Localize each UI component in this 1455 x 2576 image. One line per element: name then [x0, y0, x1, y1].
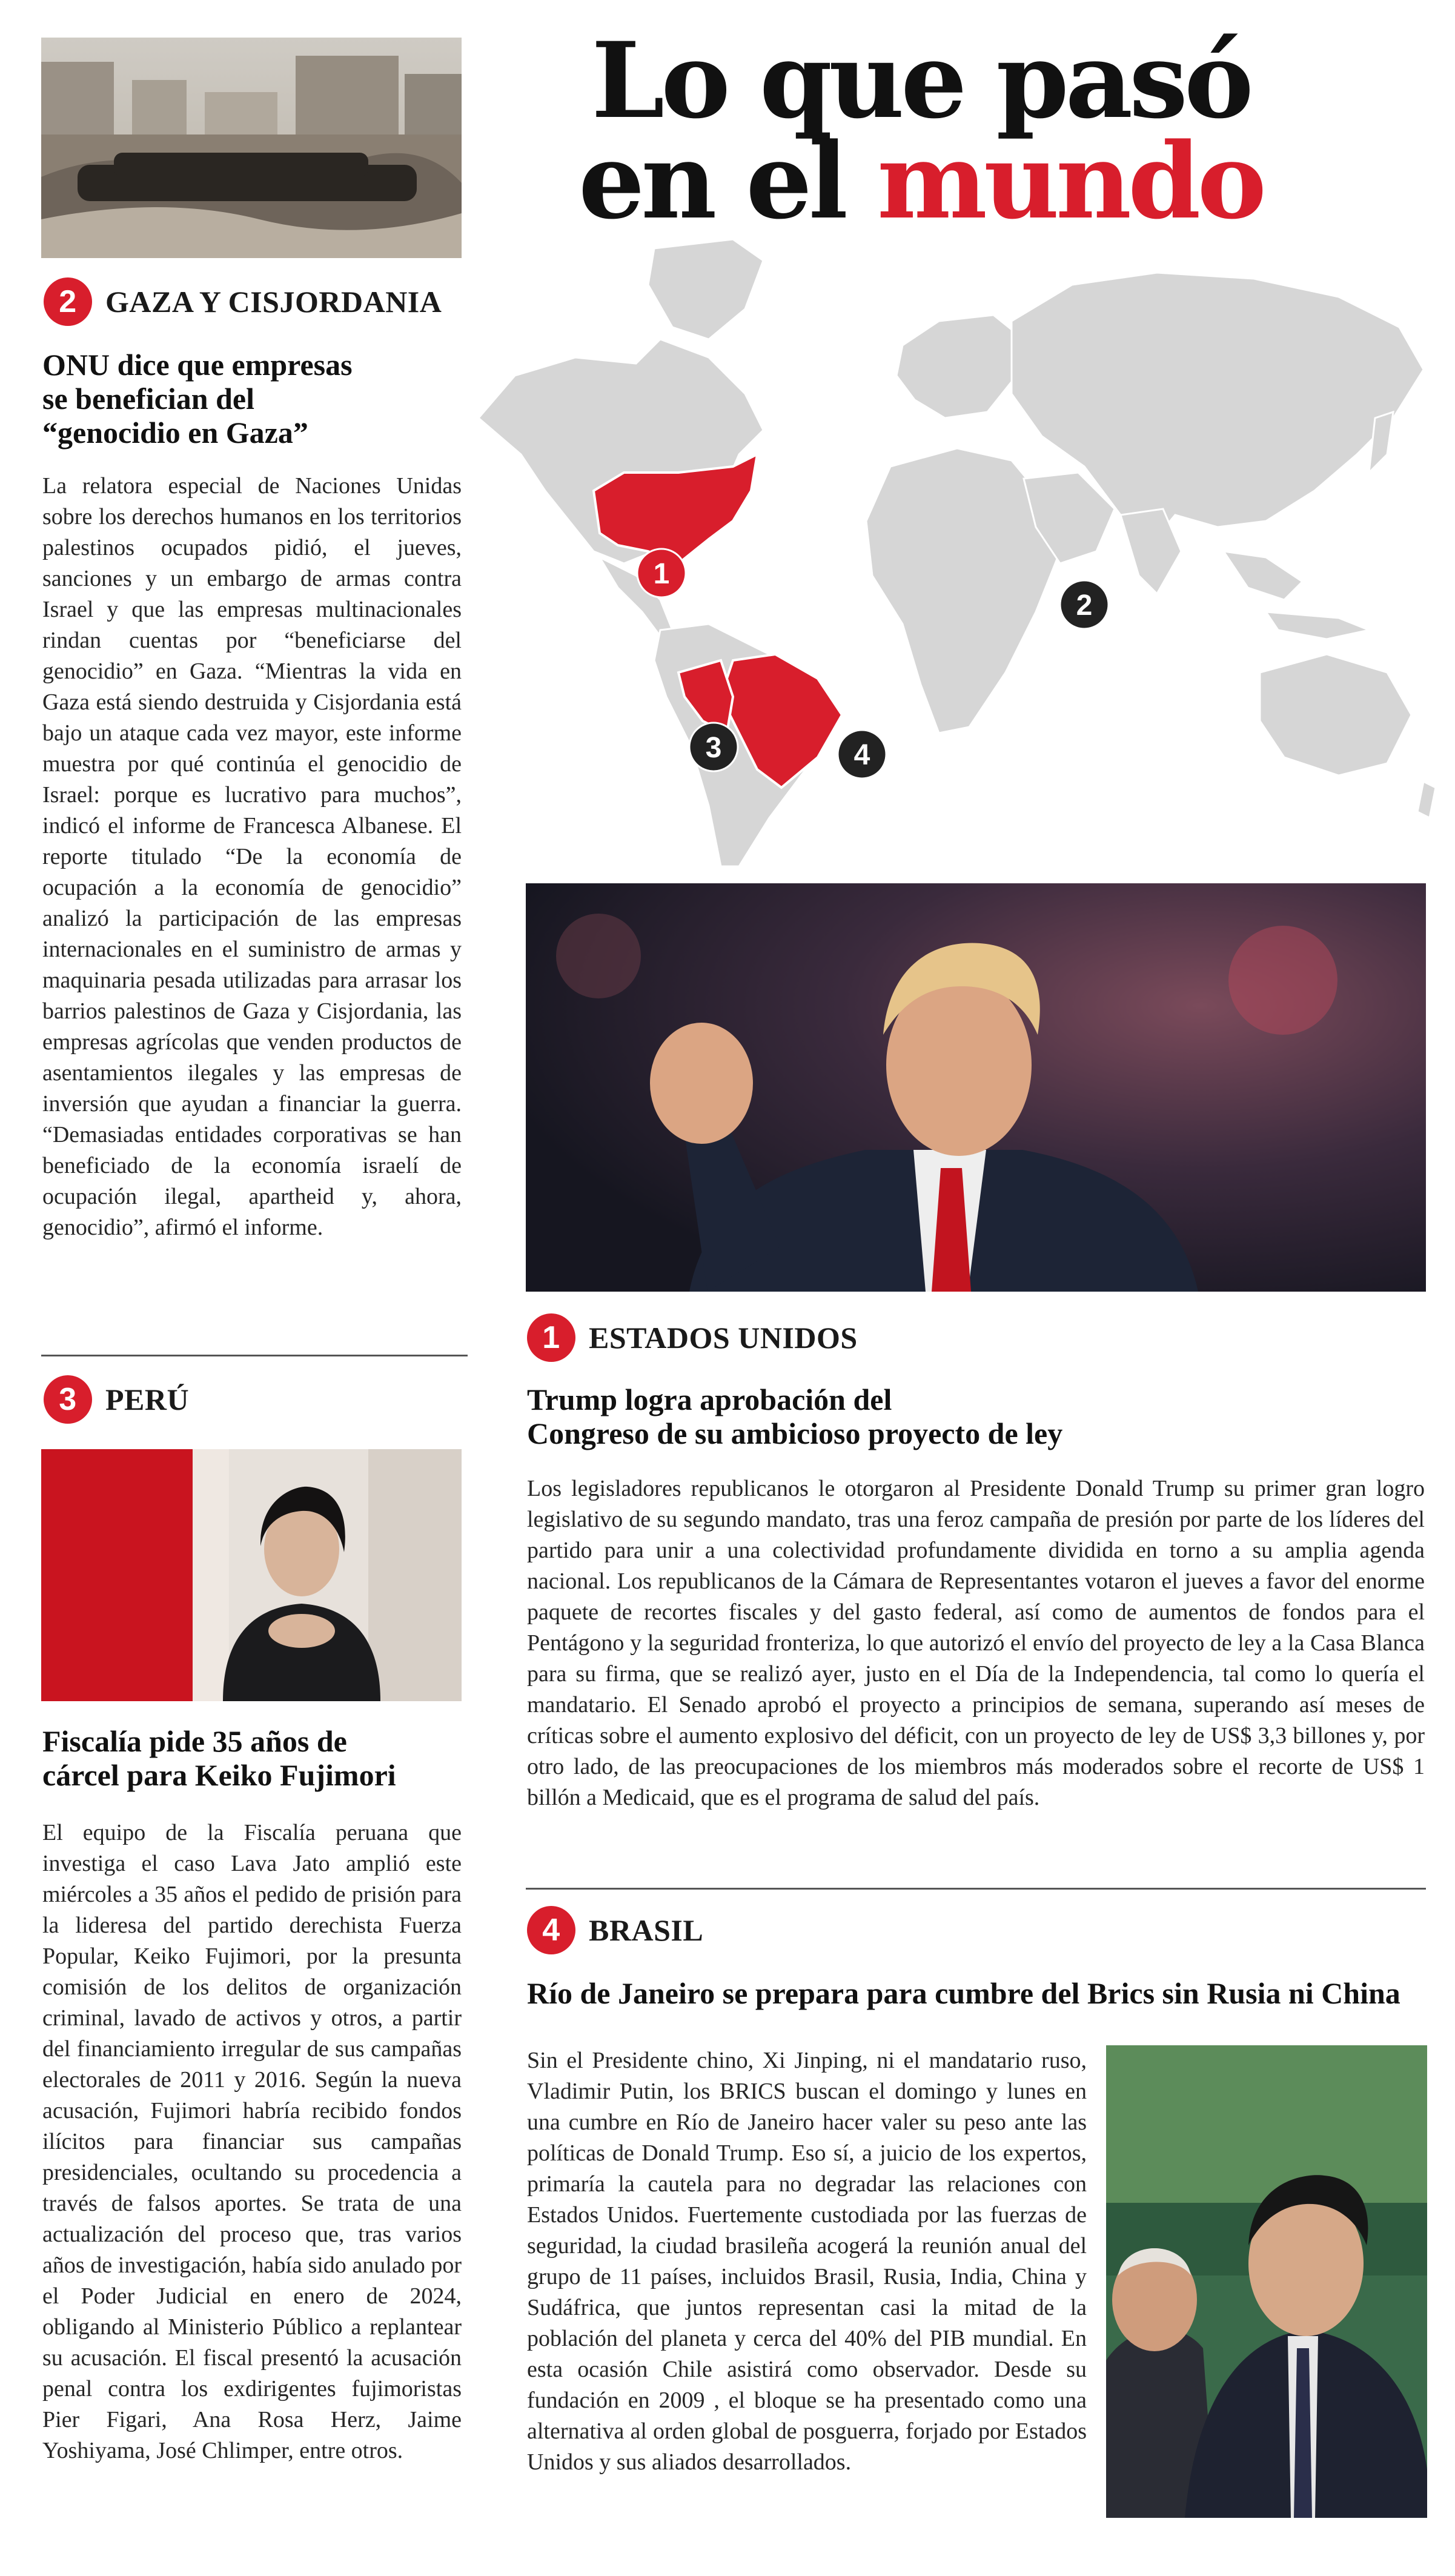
divider: [41, 1355, 468, 1356]
map-marker-peru: [689, 723, 738, 771]
headline-line: Fiscalía pide 35 años de: [42, 1724, 347, 1758]
svg-text:3: 3: [705, 732, 722, 764]
map-marker-gaza: [1060, 580, 1109, 629]
article-body-peru: El equipo de la Fiscalía peruana que investiga el caso Lava Jato amplió este miércoles a 35 años el pedido de prisión para la lideresa del partido derechista Fuerza Popular, Keiko Fujimori, por la presunta comisión de los delitos de organización criminal, lavado de activos y otros, a partir del financiamiento irregular de sus campañas electorales de 2011 y 2016. Según la nueva acusación, Fujimori habría recibido fondos ilícitos para financiar sus campañas presidenciales, ocultando su procedencia a través de falsos aportes. Se trata de una actualización del proceso que, tras varios años de investigación, había sido anulado por el Poder Judicial en enero de 2024, obligando al Ministerio Público a replantear su acusación. El fiscal presentó la acusación penal contra los exdirigentes fujimoristas Pier Figari, Ana Rosa Herz, Jaime Yoshiyama, José Chlimper, entre otros.: [42, 1820, 462, 2463]
section-title: ESTADOS UNIDOS: [589, 1321, 858, 1355]
story-number-badge: 3: [44, 1375, 92, 1424]
headline-gaza: [42, 348, 430, 450]
section-header-peru: [44, 1375, 462, 1424]
map-marker-brazil: [838, 730, 886, 778]
section-header-usa: [527, 1313, 1424, 1362]
section-header-brasil: [527, 1906, 1424, 1954]
svg-text:4: 4: [853, 739, 870, 771]
headline-peru: [42, 1724, 466, 1792]
page-title: [545, 19, 1296, 242]
fujimori-photo: [41, 1449, 462, 1701]
svg-text:1: 1: [653, 558, 670, 590]
headline-usa: [527, 1383, 1424, 1450]
headline-line: Trump logra aprobación del: [527, 1383, 892, 1416]
headline-line: Congreso de su ambicioso proyecto de ley: [527, 1416, 1063, 1450]
map-land: [479, 239, 1436, 866]
headline-line: cárcel para Keiko Fujimori: [42, 1758, 396, 1792]
title-accent-word: mundo: [877, 119, 1264, 242]
svg-text:2: 2: [1076, 589, 1093, 622]
section-header-gaza: [44, 277, 462, 326]
section-title: BRASIL: [589, 1913, 704, 1947]
title-line-1: Lo que pasó: [591, 19, 1250, 142]
section-title: GAZA Y CISJORDANIA: [105, 285, 442, 319]
brics-photo: [1106, 2045, 1427, 2518]
headline-line: ONU dice que empresas: [42, 348, 353, 382]
article-body-brasil: Sin el Presidente chino, Xi Jinping, ni el mandatario ruso, Vladimir Putin, los BRICS buscan el domingo y lunes en una cumbre en Río de Janeiro hacer valer su peso ante las políticas de Donald Trump. Eso sí, a juicio de los expertos, primaría la cautela para no degradar las relaciones con Estados Unidos. Fuertemente custodiada por las fuerzas de seguridad, la ciudad brasileña acogerá la reunión anual del grupo de 11 países, incluidos Brasil, Rusia, India, China y Sudáfrica, que juntos representan casi la mitad de la población del planeta y cerca del 40% del PIB mundial. En esta ocasión Chile asistirá como observador. Desde su fundación en 2009 , el bloque se ha presentado como una alternativa al orden global de posguerra, forjado por Estados Unidos y sus aliados desarrollados.: [527, 2048, 1087, 2475]
map-marker-usa: [637, 549, 686, 597]
world-map: [479, 236, 1442, 872]
divider: [526, 1888, 1426, 1890]
title-line-2-start: en el: [578, 119, 845, 242]
headline-line: “genocidio en Gaza”: [42, 416, 308, 450]
trump-photo: [526, 883, 1426, 1292]
gaza-photo: [41, 38, 462, 258]
title-line-2: [545, 119, 1296, 242]
story-number-badge: 1: [527, 1313, 575, 1362]
headline-brasil: Río de Janeiro se prepara para cumbre del Brics sin Rusia ni China: [527, 1976, 1400, 2010]
story-number-badge: 2: [44, 277, 92, 326]
story-number-badge: 4: [527, 1906, 575, 1954]
article-body-gaza: La relatora especial de Naciones Unidas sobre los derechos humanos en los territorios palestinos ocupados pidió, el jueves, sanciones y un embargo de armas contra Israel y que las empresas multinacionales rindan cuentas por “beneficiarse del genocidio” en Gaza. “Mientras la vida en Gaza está siendo destruida y Cisjordania está bajo un ataque cada vez mayor, este informe muestra por qué continúa el genocidio de Israel: porque es lucrativo para muchos”, indicó el informe de Francesca Albanese. El reporte titulado “De la economía de ocupación a la economía de genocidio” analizó la participación de las empresas internacionales en el suministro de armas y maquinaria pesada utilizadas para arrasar los barrios palestinos de Gaza y Cisjordania, las empresas agrícolas que venden productos de asentamientos ilegales y las empresas de inversión que ayudan a financiar la guerra. “Demasiadas entidades corporativas se han beneficiado de la economía israelí de ocupación ilegal, apartheid y, ahora, genocidio”, afirmó el informe.: [42, 473, 462, 1240]
headline-line: se benefician del: [42, 382, 254, 416]
article-body-usa: Los legisladores republicanos le otorgaron al Presidente Donald Trump su primer gran logro legislativo de su segundo mandato, tras una feroz campaña de presión por parte de los líderes del partido para unir a una colectividad profundamente dividida en torno a su amplia agenda nacional. Los republicanos de la Cámara de Representantes votaron el jueves a favor del enorme paquete de recortes fiscales y del gasto federal, así como de aumentos de fondos para el Pentágono y la seguridad fronteriza, lo que autorizó el envío del proyecto de ley a la Casa Blanca para su firma, que se realizó ayer, justo en el Día de la Independencia, tal como lo quería el mandatario. El Senado aprobó el proyecto a principios de semana, superando así meses de críticas sobre el aumento explosivo del déficit, con un proyecto de ley de US$ 3,3 billones y, por otro lado, de las preocupaciones de los miembros más moderados sobre el recorte de US$ 1 billón a Medicaid, que es el programa de salud del país.: [527, 1476, 1425, 1810]
section-title: PERÚ: [105, 1383, 190, 1416]
